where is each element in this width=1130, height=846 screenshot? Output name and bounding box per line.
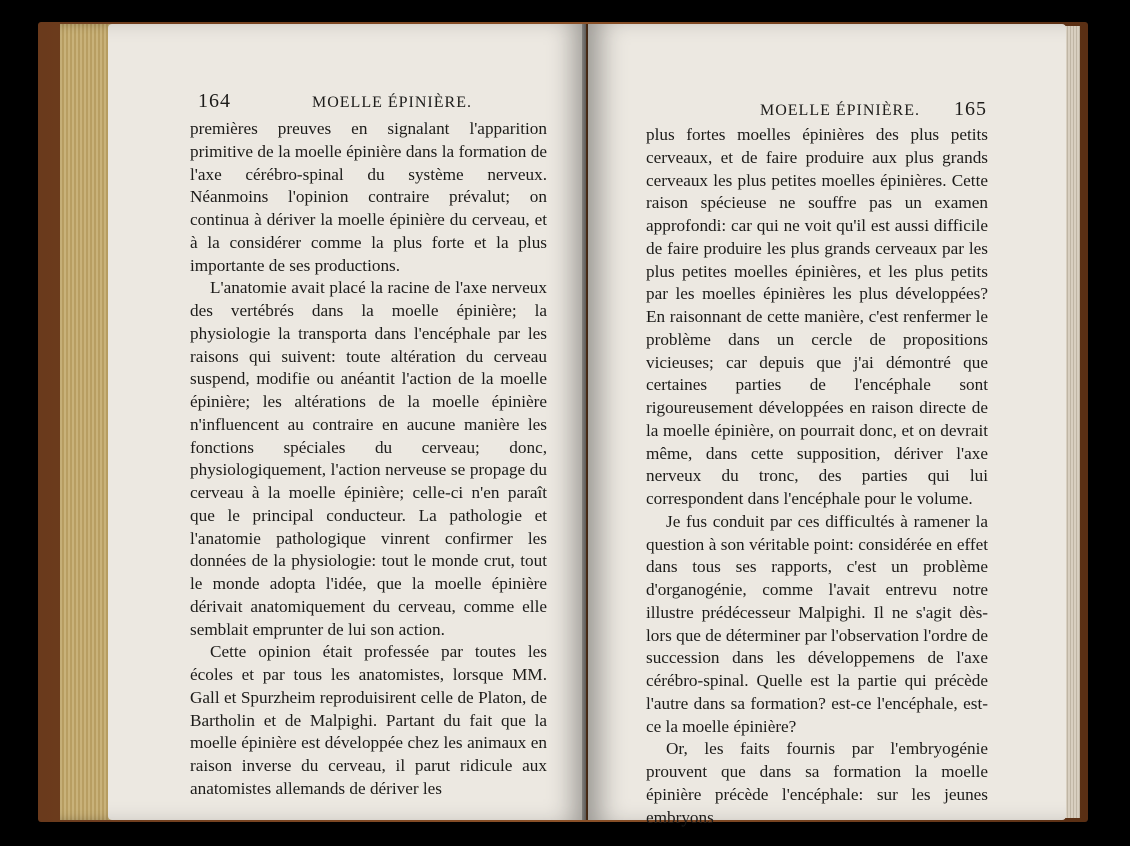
right-page-number: 165	[954, 98, 987, 120]
paragraph: L'anatomie avait placé la racine de l'axe nerveux des vertébrés dans la moelle épinière; la physiologie la transporta dans l'encéphale par les raisons qui suivent: toute altération du cerveau suspend, modifie ou anéantit l'action de la moelle épinière; les altérations de la moelle épinière n'influencent au contraire en aucune manière les fonctions spéciales du cerveau; donc, physiologiquement, l'action nerveuse se propage du cerveau à la moelle épinière; celle-ci n'en paraît que le principal conducteur. La pathologie et l'anatomie pathologique vinrent confirmer les données de la physiologie: tout le monde crut, tout le monde adopta l'idée, que la moelle épinière dérivait anatomiquement du cerveau, comme elle semblait emprunter de lui son action.	[190, 278, 547, 639]
right-page-text	[646, 124, 988, 829]
left-running-head: MOELLE ÉPINIÈRE.	[312, 94, 472, 111]
paragraph: premières preuves en signalant l'apparition primitive de la moelle épinière dans la formation de l'axe cérébro-spinal du système nerveux. Néanmoins l'opinion contraire prévalut; on continua à dériver la moelle épinière du cerveau, et à la considérer comme la plus forte et la plus importante de ses productions.	[190, 119, 547, 275]
left-page	[108, 24, 586, 820]
right-page	[588, 24, 1066, 827]
right-running-head: MOELLE ÉPINIÈRE.	[760, 102, 920, 119]
left-page-text	[190, 118, 547, 801]
paragraph: Cette opinion était professée par toutes les écoles et par tous les anatomistes, lorsque MM. Gall et Spurzheim reproduisirent celle de Platon, de Bartholin et de Malpighi. Partant du fait que la moelle épinière est développée chez les animaux en raison inverse du cerveau, il parut ridicule aux anatomistes allemands de dériver les	[190, 642, 547, 798]
paragraph: Or, les faits fournis par l'embryogénie prouvent que dans sa formation la moelle épinière précède l'encéphale: sur les jeunes embryons	[646, 739, 988, 827]
left-page-number: 164	[198, 90, 231, 112]
paragraph: plus fortes moelles épinières des plus petits cerveaux, et de faire produire aux plus grands cerveaux les plus petites moelles épinières. Cette raison spécieuse ne souffre pas un examen approfondi: car qui ne voit qu'il est aussi difficile de faire produire les plus grands cerveaux par les plus petites moelles épinières, et les plus petits par les moelles épinières les plus développées? En raisonnant de cette manière, c'est renfermer le problème dans un cercle de propositions vicieuses; car depuis que j'ai démontré que certaines parties de l'encéphale sont rigoureusement développées en raison directe de la moelle épinière, on pourrait donc, et on devrait même, dans cette supposition, dériver l'axe nerveux du tronc, des parties qui lui correspondent dans l'encéphale pour le volume.	[646, 125, 988, 508]
paragraph: Je fus conduit par ces difficultés à ramener la question à son véritable point: considérée en effet dans tous ses rapports, c'est un problème d'organogénie, comme l'avait entrevu notre illustre prédécesseur Malpighi. Il ne s'agit dès-lors que de déterminer par l'observation l'ordre de succession dans les développemens de l'axe cérébro-spinal. Quelle est la partie qui précède l'autre dans sa formation? est-ce l'encéphale, est-ce la moelle épinière?	[646, 511, 988, 736]
